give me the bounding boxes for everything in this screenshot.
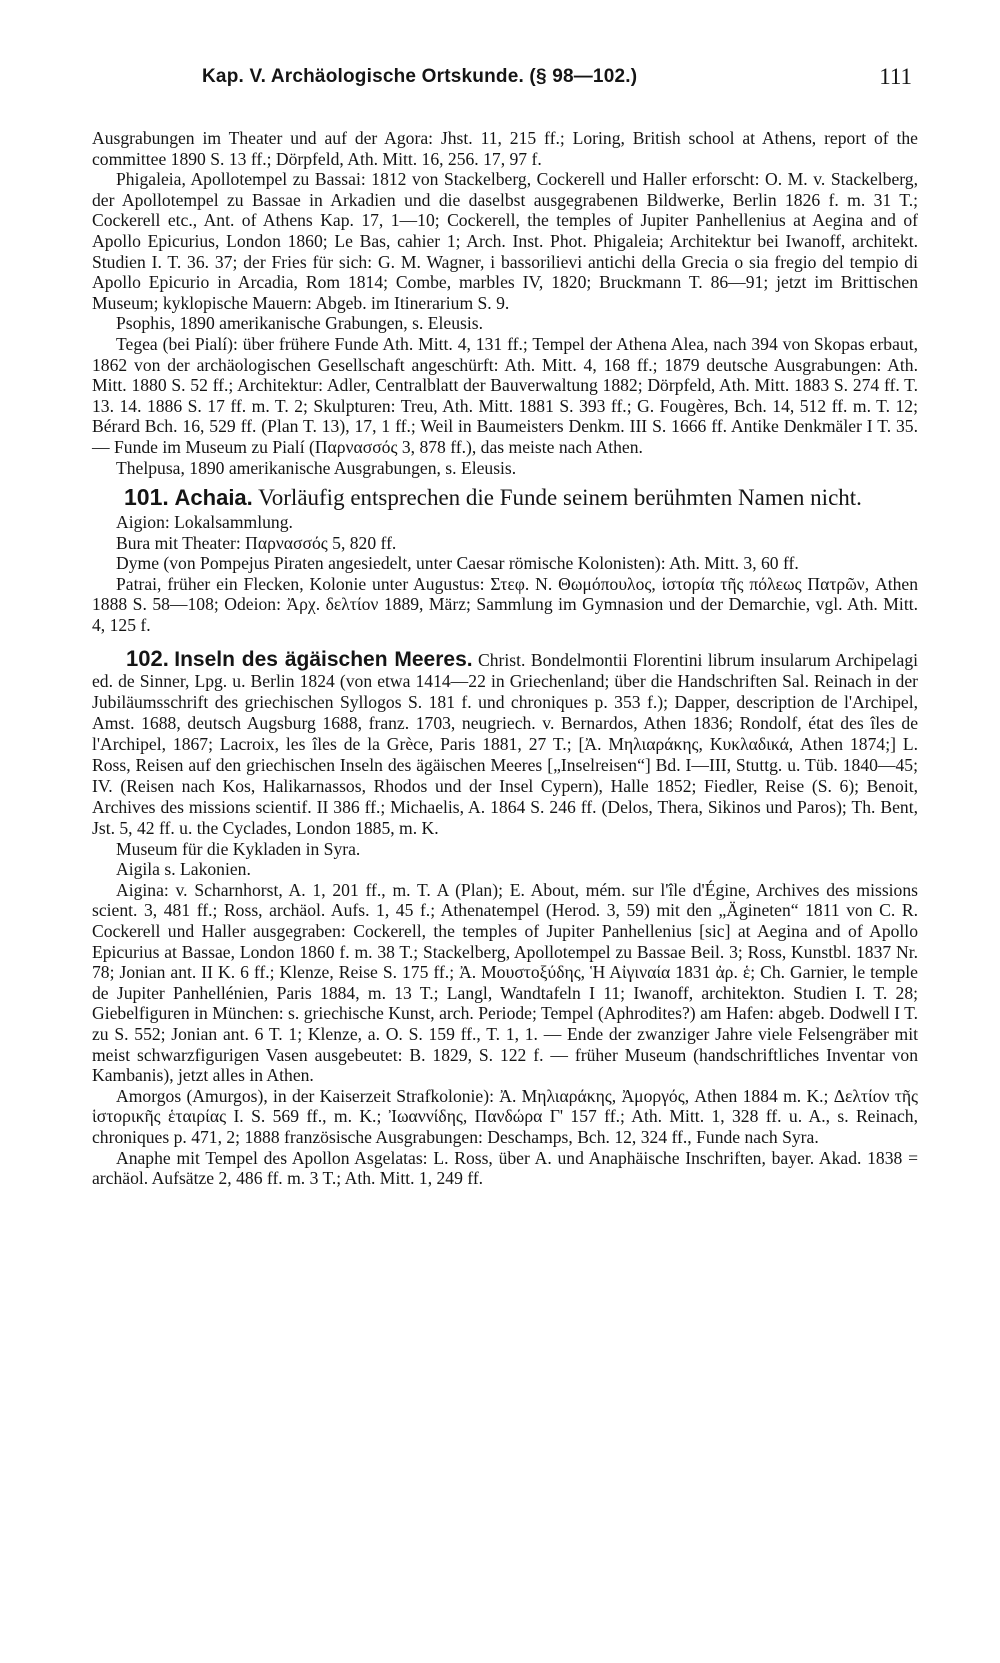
section-102-number: 102. [126, 645, 169, 671]
entry-museum: Museum für die Kykladen in Syra. [116, 838, 361, 859]
page-number: 111 [879, 64, 912, 89]
entry-thelpusa: Thelpusa, 1890 amerikanische Ausgrabungen, s. Eleusis. [116, 457, 517, 478]
section-101-number: 101. [124, 484, 169, 511]
entry-aigion: Aigion: Lokalsammlung. [116, 512, 293, 533]
section-101-heading [92, 483, 918, 512]
section-102-bibliography: Christ. Bondelmontii Florentini librum insularum Archipelagi ed. de Sinner, Lpg. u. Berlin 1824 (von etwa 1414—22 in Griechenland; über die Handschriften Sal. Reinach in der Jubiläumsschrift des griechischen Syllogos S. 181 f. und chroniques p. 353 f.); Dapper, description de l'Archipel, Amst. 1688, deutsch Augsburg 1688, franz. 1703, neugriech. v. Bernardos, Athen 1836; Rondolf, état des îles de l'Archipel, 1867; Lacroix, les îles de la Grèce, Paris 1881, 27 T.; [Ἀ. Μηλιαράκης, Κυκλαδικά, Athen 1874;] L. Ross, Reisen auf den griechischen Inseln des ägäischen Meeres [„Inselreisen“] Bd. I—III, Stuttg. u. Tüb. 1840—45; IV. (Reisen nach Kos, Halikarnassos, Rhodos und der Insel Cypern), Halle 1852; Fiedler, Reise (S. 6); Benoit, Archives des missions scientif. II 386 ff.; Michaelis, A. 1864 S. 246 ff. (Delos, Thera, Sikinos und Paros); Th. Bent, Jst. 5, 42 ff. u. the Cyclades, London 1885, m. K. [92, 649, 918, 838]
paragraph-ausgrabungen: Ausgrabungen im Theater und auf der Agora: Jhst. 11, 215 ff.; Loring, British school at Athens, report of the committee 1890 S. 13 ff.; Dörpfeld, Ath. Mitt. 16, 256. 17, 97 f. [92, 128, 918, 169]
section-101-intro: Vorläufig entsprechen die Funde seinem berühmten Namen nicht. [258, 485, 862, 511]
entry-bura: Bura mit Theater: Παρνασσός 5, 820 ff. [116, 532, 397, 553]
entry-anaphe: Anaphe mit Tempel des Apollon Asgelatas: L. Ross, über A. und Anaphäische Inschriften, bayer. Akad. 1838 = archäol. Aufsätze 2, 486 ff. m. 3 T.; Ath. Mitt. 1, 249 ff. [92, 1147, 918, 1189]
running-head: Kap. V. Archäologische Ortskunde. (§ 98—102.) [202, 66, 638, 87]
entry-dyme: Dyme (von Pompejus Piraten angesiedelt, unter Caesar römische Kolonisten): Ath. Mitt. 3, 60 ff. [116, 553, 799, 574]
entry-aigila: Aigila s. Lakonien. [116, 859, 251, 880]
entry-patrai: Patrai, früher ein Flecken, Kolonie unter Augustus: Στεφ. Ν. Θωμόπουλος, ἱστορία τῆς πόλεως Πατρῶν, Athen 1888 S. 58—108; Odeion: Ἀρχ. δελτίον 1889, März; Sammlung im Gymnasion und der Demarchie, vgl. Ath. Mitt. 4, 125 f. [92, 573, 918, 636]
entry-tegea: Tegea (bei Pialí): über frühere Funde Ath. Mitt. 4, 131 ff.; Tempel der Athena Alea, nach 394 von Skopas erbaut, 1862 von der archäologischen Gesellschaft angeschürft: Ath. Mitt. 4, 168 ff.; 1879 deutsche Ausgrabungen: Ath. Mitt. 1880 S. 52 ff.; Architektur: Adler, Centralblatt der Bauverwaltung 1882; Dörpfeld, Ath. Mitt. 1883 S. 274 ff. T. 13. 14. 1886 S. 17 ff. m. T. 2; Skulpturen: Treu, Ath. Mitt. 1881 S. 393 ff.; G. Fougères, Bch. 14, 512 ff. m. T. 12; Bérard Bch. 16, 529 ff. (Plan T. 13), 17, 1 ff.; Weil in Baumeisters Denkm. III S. 1666 ff. Antike Denkmäler I T. 35. — Funde im Museum zu Pialí (Παρνασσός 3, 878 ff.), das meiste nach Athen. [92, 333, 918, 457]
section-102-heading [92, 645, 918, 839]
section-101-title: Achaia. [174, 485, 253, 511]
section-102-title: Inseln des ägäischen Meeres. [174, 647, 473, 671]
body-text [92, 128, 918, 1189]
entry-aigina: Aigina: v. Scharnhorst, A. 1, 201 ff., m. T. A (Plan); E. About, mém. sur l'île d'Égine, Archives des missions scient. 3, 481 ff.; Ross, archäol. Aufs. 1, 45 f.; Athenatempel (Herod. 3, 59) mit den „Ägineten“ 1811 von C. R. Cockerell und Haller ausgegraben: Cockerell, the temples of Jupiter Panhellenius [sic] at Aegina and of Apollo Epicurius at Bassae, London 1860 f. m. 38 T.; Stackelberg, Apollotempel zu Bassae Beil. 3; Ross, Kunstbl. 1837 Nr. 78; Jonian ant. II K. 6 ff.; Klenze, Reise S. 175 ff.; Ἀ. Μουστοξύδης, Ἡ Αἰγιναία 1831 ἀρ. ἑ; Ch. Garnier, le temple de Jupiter Panhellénien, Paris 1884, m. 13 T.; Langl, Wandtafeln I 11; Iwanoff, architekton. Studien I. T. 28; Giebelfiguren in München: s. griechische Kunst, arch. Periode; Tempel (Aphrodites?) am Hafen: abgeb. Dodwell I T. zu S. 552; Jonian ant. 6 T. 1; Klenze, a. O. S. 159 ff., T. 1, 1. — Ende der zwanziger Jahre viele Felsengräber mit meist schwarzfigurigen Vasen ausgebeutet: B. 1829, S. 122 f. — früher Museum (handschriftliches Inventar von Kambanis), jetzt alles in Athen. [92, 879, 918, 1086]
page-header [0, 66, 1000, 98]
entry-amorgos: Amorgos (Amurgos), in der Kaiserzeit Strafkolonie): Ἀ. Μηλιαράκης, Ἀμοργός, Athen 1884 m. K.; Δελτίον τῆς ἱστορικῆς ἑταιρίας I. S. 569 ff., m. K.; Ἰωαννίδης, Πανδώρα Γ' 157 ff.; Ath. Mitt. 1, 328 ff. u. A., s. Reinach, chroniques p. 471, 2; 1888 französische Ausgrabungen: Deschamps, Bch. 12, 324 ff., Funde nach Syra. [92, 1085, 918, 1147]
entry-psophis: Psophis, 1890 amerikanische Grabungen, s. Eleusis. [116, 313, 483, 334]
entry-phigaleia: Phigaleia, Apollotempel zu Bassai: 1812 von Stackelberg, Cockerell und Haller erforscht: O. M. v. Stackelberg, der Apollotempel zu Bassae in Arkadien und die daselbst ausgegrabenen Bildwerke, Berlin 1826 f. m. 31 T.; Cockerell etc., Ant. of Athens Kap. 17, 1—10; Cockerell, the temples of Jupiter Panhellenius at Aegina and of Apollo Epicurius, London 1860; Le Bas, cahier 1; Arch. Inst. Phot. Phigaleia; Architektur bei Iwanoff, architekt. Studien I. T. 36. 37; der Fries für sich: G. M. Wagner, i bassorilievi antichi della Grecia o sia fregio del tempio di Apollo Epicurio in Arcadia, Rom 1814; Combe, marbles IV, 1820; Bruckmann T. 86—91; jetzt im Brittischen Museum; kyklopische Mauern: Abgeb. im Itinerarium S. 9. [92, 169, 918, 313]
